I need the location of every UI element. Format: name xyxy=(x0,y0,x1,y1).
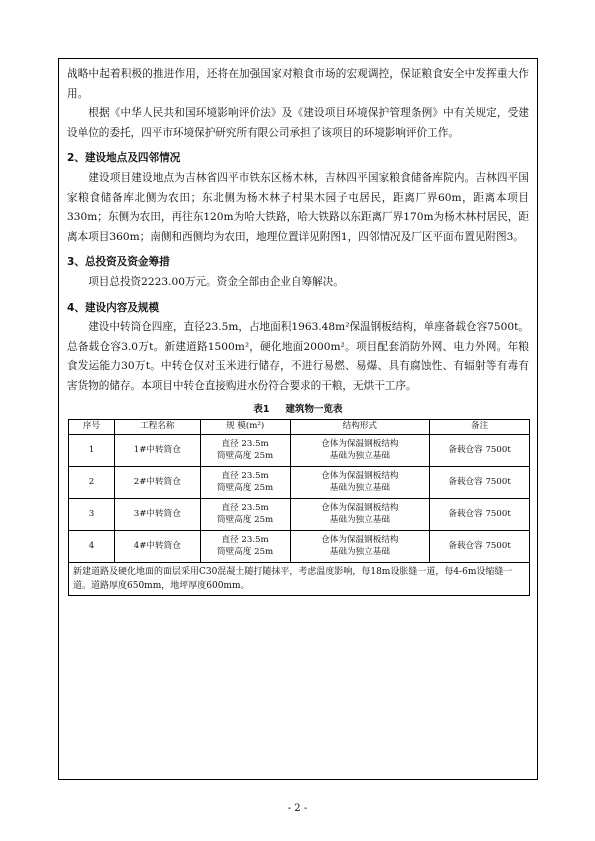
table-footnote-row xyxy=(69,562,530,595)
header-name: 工程名称 xyxy=(114,419,200,434)
content-frame xyxy=(58,58,538,780)
table-row xyxy=(69,434,530,466)
cell-note: 备载仓容 7500t xyxy=(430,466,530,498)
header-scale: 规 模(m²) xyxy=(200,419,290,434)
cell-structure xyxy=(290,530,430,562)
cell-structure-foundation: 基础为独立基础 xyxy=(329,451,390,461)
cell-name: 3#中转筒仓 xyxy=(114,498,200,530)
paragraph-investment: 项目总投资2223.00万元。资金全部由企业自筹解决。 xyxy=(88,275,344,288)
header-no: 序号 xyxy=(69,419,115,434)
cell-structure-body: 仓体为保温钢板结构 xyxy=(321,502,399,513)
cell-structure xyxy=(290,498,430,530)
cell-note: 备载仓容 7500t xyxy=(430,530,530,562)
cell-scale-height: 筒壁高度 25m xyxy=(217,547,274,557)
cell-structure-foundation: 基础为独立基础 xyxy=(329,547,390,557)
cell-no: 3 xyxy=(69,498,115,530)
cell-scale-diameter: 直径 23.5m xyxy=(221,438,269,449)
cell-structure-body: 仓体为保温钢板结构 xyxy=(321,470,399,481)
cell-scale-diameter: 直径 23.5m xyxy=(221,534,269,545)
section-heading-investment: 3、总投资及资金筹措 xyxy=(67,256,170,269)
table-row xyxy=(69,530,530,562)
cell-note: 备载仓容 7500t xyxy=(430,498,530,530)
cell-no: 4 xyxy=(69,530,115,562)
cell-structure-foundation: 基础为独立基础 xyxy=(329,483,390,493)
table-caption xyxy=(67,403,529,417)
cell-scale-height: 筒壁高度 25m xyxy=(217,515,274,525)
table-caption-title: 建筑物一览表 xyxy=(285,403,343,415)
cell-structure-body: 仓体为保温钢板结构 xyxy=(321,438,399,449)
paragraph-eia-basis: 根据《中华人民共和国环境影响评价法》及《建设项目环境保护管理条例》中有关规定，受建设单位的委托，四平市环境保护研究所有限公司承担了该项目的环境影响评价工作。 xyxy=(67,107,529,139)
cell-structure xyxy=(290,466,430,498)
cell-scale xyxy=(200,530,290,562)
header-note: 备注 xyxy=(430,419,530,434)
table-row xyxy=(69,466,530,498)
table-footnote: 新建道路及硬化地面的面层采用C30混凝土随打随抹平，考虑温度影响，每18m设胀缝一道，每4-6m设缩缝一道。道路厚度650mm，地坪厚度600mm。 xyxy=(69,562,530,595)
cell-name: 2#中转筒仓 xyxy=(114,466,200,498)
cell-name: 1#中转筒仓 xyxy=(114,434,200,466)
cell-scale-height: 筒壁高度 25m xyxy=(217,451,274,461)
cell-scale-diameter: 直径 23.5m xyxy=(221,502,269,513)
paragraph-content: 建设中转筒仓四座，直径23.5m，占地面积1963.48m²保温钢板结构，单座备载仓容7500t。总备载仓容3.0万t。新建道路1500m²，硬化地面2000m²。项目配套消防外网、电力外网。年粮食发运能力30万t。中转仓仅对玉米进行储存，不进行易燃、易爆、具有腐蚀性、有辐射等有毒有害货物的储存。本项目中转仓直接购进水份符合要求的干粮，无烘干工序。 xyxy=(67,321,529,392)
cell-no: 1 xyxy=(69,434,115,466)
page-number: - 2 - xyxy=(287,803,308,814)
cell-note: 备载仓容 7500t xyxy=(430,434,530,466)
cell-structure-foundation: 基础为独立基础 xyxy=(329,515,390,525)
paragraph-intro-continuation: 战略中起着积极的推进作用，还将在加强国家对粮食市场的宏观调控，保证粮食安全中发挥重大作用。 xyxy=(67,68,529,100)
cell-structure-body: 仓体为保温钢板结构 xyxy=(321,534,399,545)
section-heading-content: 4、建设内容及规模 xyxy=(67,301,160,314)
cell-name: 4#中转筒仓 xyxy=(114,530,200,562)
table-header-row xyxy=(69,419,530,434)
cell-scale xyxy=(200,466,290,498)
cell-structure xyxy=(290,434,430,466)
cell-no: 2 xyxy=(69,466,115,498)
paragraph-location: 建设项目建设地点为吉林省四平市铁东区杨木林，吉林四平国家粮食储备库院内。吉林四平国家粮食储备库北侧为农田；东北侧为杨木林子村果木园子屯居民，距离厂界60m，距离本项目330m；东侧为农田，再往东120m为哈大铁路，哈大铁路以东距离厂界170m为杨木林村居民，距离本项目360m；南侧和西侧均为农田，地理位置详见附图1，四邻情况及厂区平面布置见附图3。 xyxy=(67,171,529,243)
table-row xyxy=(69,498,530,530)
cell-scale-height: 筒壁高度 25m xyxy=(217,483,274,493)
cell-scale xyxy=(200,498,290,530)
header-structure: 结构形式 xyxy=(290,419,430,434)
buildings-table xyxy=(68,419,530,596)
table-caption-number: 表1 xyxy=(253,403,270,415)
cell-scale-diameter: 直径 23.5m xyxy=(221,470,269,481)
cell-scale xyxy=(200,434,290,466)
section-heading-location: 2、建设地点及四邻情况 xyxy=(67,152,181,165)
